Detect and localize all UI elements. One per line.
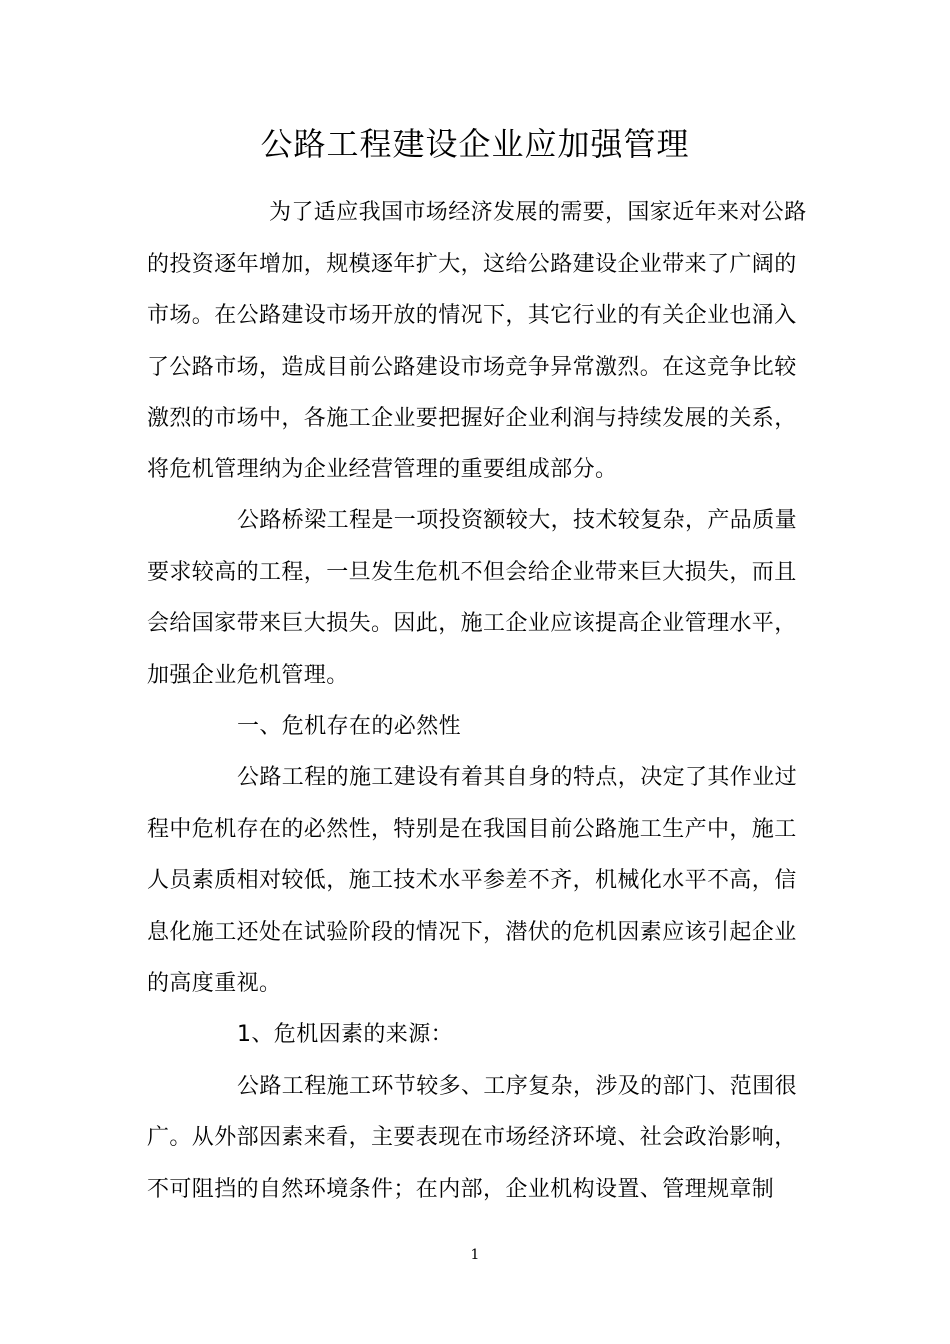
- paragraph-line: 市场。在公路建设市场开放的情况下，其它行业的有关企业也涌入: [147, 303, 797, 328]
- page-number: 1: [470, 1247, 480, 1263]
- paragraph-line: 为了适应我国市场经济发展的需要，国家近年来对公路: [269, 200, 807, 225]
- paragraph-line: 广。从外部因素来看，主要表现在市场经济环境、社会政治影响，: [147, 1125, 797, 1150]
- paragraph-line: 公路工程的施工建设有着其自身的特点，决定了其作业过: [237, 765, 798, 790]
- paragraph-line: 程中危机存在的必然性，特别是在我国目前公路施工生产中，施工: [147, 817, 797, 842]
- paragraph-line: 公路桥梁工程是一项投资额较大，技术较复杂，产品质量: [237, 508, 798, 533]
- paragraph-line: 了公路市场，造成目前公路建设市场竞争异常激烈。在这竞争比较: [147, 355, 797, 380]
- paragraph-line: 会给国家带来巨大损失。因此，施工企业应该提高企业管理水平，: [147, 611, 797, 636]
- paragraph-line: 人员素质相对较低，施工技术水平参差不齐，机械化水平不高，信: [147, 868, 797, 893]
- paragraph-line: 公路工程施工环节较多、工序复杂，涉及的部门、范围很: [237, 1074, 798, 1099]
- paragraph-line: 要求较高的工程，一旦发生危机不但会给企业带来巨大损失，而且: [147, 560, 797, 585]
- paragraph-line: 激烈的市场中，各施工企业要把握好企业利润与持续发展的关系，: [147, 406, 797, 431]
- paragraph-line: 的投资逐年增加，规模逐年扩大，这给公路建设企业带来了广阔的: [147, 252, 797, 277]
- subsection-heading: 1、危机因素的来源：: [237, 1022, 453, 1047]
- paragraph-line: 加强企业危机管理。: [147, 663, 349, 688]
- document-title: 公路工程建设企业应加强管理: [260, 125, 690, 163]
- paragraph-line: 不可阻挡的自然环境条件；在内部，企业机构设置、管理规章制: [147, 1177, 775, 1202]
- section-heading: 一、危机存在的必然性: [237, 714, 462, 739]
- paragraph-line: 的高度重视。: [147, 971, 282, 996]
- paragraph-line: 息化施工还处在试验阶段的情况下，潜伏的危机因素应该引起企业: [147, 920, 797, 945]
- paragraph-line: 将危机管理纳为企业经营管理的重要组成部分。: [147, 457, 618, 482]
